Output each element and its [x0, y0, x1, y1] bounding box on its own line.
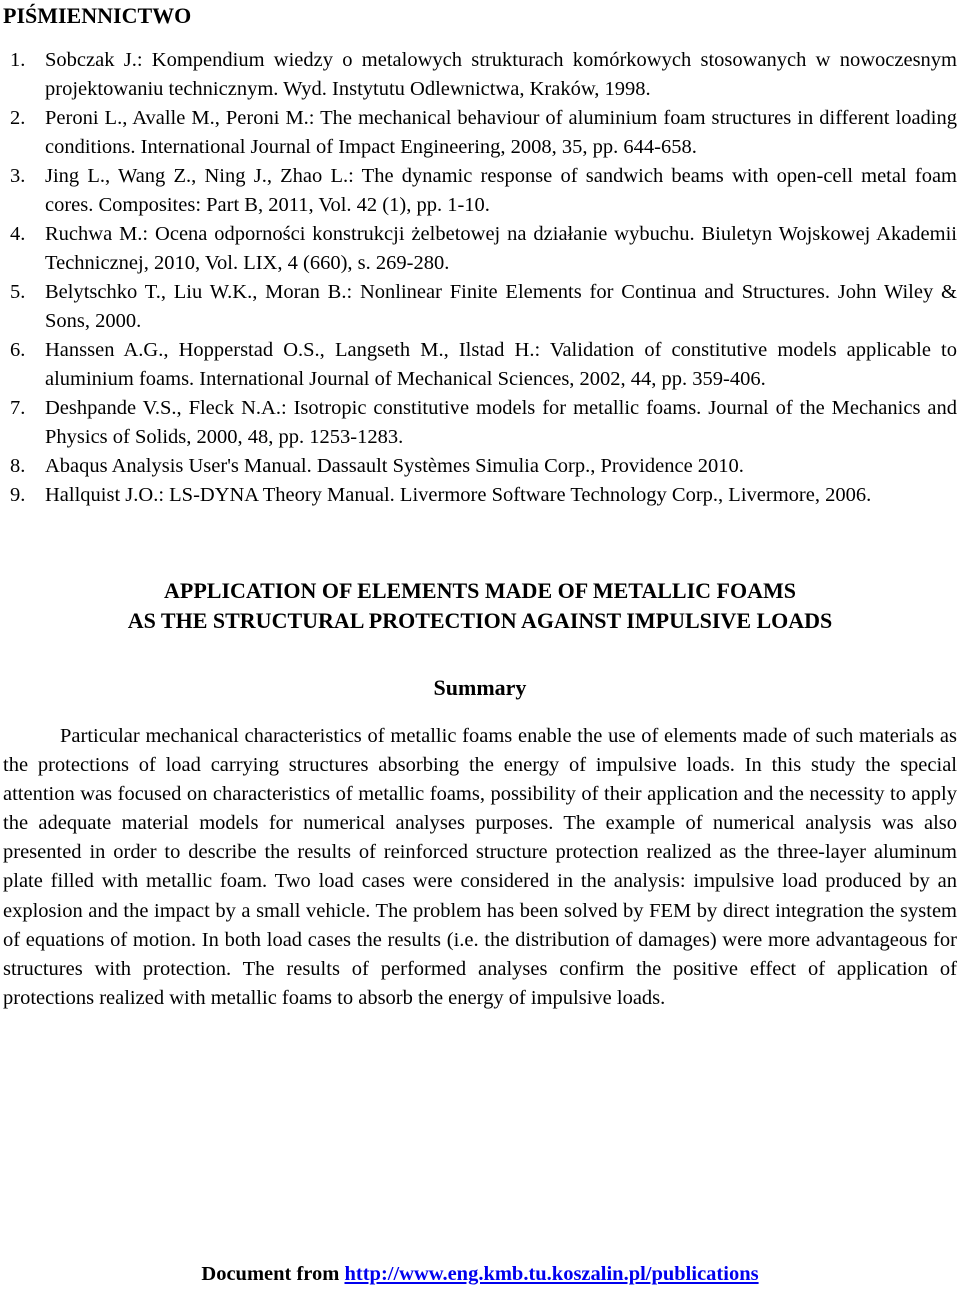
- reference-number: 6.: [10, 339, 26, 361]
- summary-heading: Summary: [433, 675, 527, 700]
- reference-text: Peroni L., Avalle M., Peroni M.: The mechanical behaviour of aluminium foam structures in different loading conditions. International Journal of Impact Engineering, 2008, 35, pp. 644-658.: [45, 107, 957, 158]
- reference-item: [3, 481, 957, 510]
- publications-link[interactable]: http://www.eng.kmb.tu.koszalin.pl/publications: [344, 1263, 759, 1285]
- reference-text: Deshpande V.S., Fleck N.A.: Isotropic constitutive models for metallic foams. Journal of the Mechanics and Physics of Solids, 2000, 48, pp. 1253-1283.: [45, 397, 957, 448]
- reference-item: [3, 162, 957, 220]
- paper-title-line-1: APPLICATION OF ELEMENTS MADE OF METALLIC FOAMS: [164, 578, 796, 603]
- footer: [0, 1261, 960, 1287]
- reference-number: 2.: [10, 107, 26, 129]
- reference-text: Abaqus Analysis User's Manual. Dassault Systèmes Simulia Corp., Providence 2010.: [45, 455, 744, 477]
- reference-text: Sobczak J.: Kompendium wiedzy o metalowych strukturach komórkowych stosowanych w nowoczesnym projektowaniu technicznym. Wyd. Instytutu Odlewnictwa, Kraków, 1998.: [45, 49, 957, 100]
- reference-item: [3, 336, 957, 394]
- reference-number: 3.: [10, 165, 26, 187]
- reference-text: Hallquist J.O.: LS-DYNA Theory Manual. Livermore Software Technology Corp., Livermore, 2006.: [45, 484, 872, 506]
- reference-item: [3, 394, 957, 452]
- reference-number: 8.: [10, 455, 26, 477]
- references-heading: PIŚMIENNICTWO: [3, 3, 192, 28]
- reference-item: [3, 46, 957, 104]
- paper-title-line-2: AS THE STRUCTURAL PROTECTION AGAINST IMPULSIVE LOADS: [127, 608, 833, 633]
- paper-title: [3, 576, 957, 636]
- reference-text: Ruchwa M.: Ocena odporności konstrukcji żelbetowej na działanie wybuchu. Biuletyn Wojskowej Akademii Technicznej, 2010, Vol. LIX, 4 (660), s. 269-280.: [45, 223, 957, 274]
- reference-number: 9.: [10, 484, 26, 506]
- summary-paragraph: Particular mechanical characteristics of metallic foams enable the use of elements made of such materials as the protections of load carrying structures absorbing the energy of impulsive loads. In this study the special attention was focused on characteristics of metallic foams, possibility of their application and the necessity to apply the adequate material models for numerical analyses purposes. The example of numerical analysis was also presented in order to describe the results of reinforced structure protection realized as the three-layer aluminum plate filled with metallic foam. Two load cases were considered in the analysis: impulsive load produced by an explosion and the impact by a small vehicle. The problem has been solved by FEM by direct integration the system of equations of motion. In both load cases the results (i.e. the distribution of damages) were more advantageous for structures with protection. The results of performed analyses confirm the positive effect of application of protections realized with metallic foams to absorb the energy of impulsive loads.: [3, 725, 957, 1009]
- footer-prefix: Document from: [201, 1263, 345, 1285]
- reference-text: Belytschko T., Liu W.K., Moran B.: Nonlinear Finite Elements for Continua and Structures. John Wiley & Sons, 2000.: [45, 281, 957, 332]
- reference-text: Hanssen A.G., Hopperstad O.S., Langseth M., Ilstad H.: Validation of constitutive models applicable to aluminium foams. International Journal of Mechanical Sciences, 2002, 44, pp. 359-406.: [45, 339, 957, 390]
- reference-number: 1.: [10, 49, 26, 71]
- reference-number: 5.: [10, 281, 26, 303]
- reference-item: [3, 452, 957, 481]
- reference-text: Jing L., Wang Z., Ning J., Zhao L.: The dynamic response of sandwich beams with open-cell metal foam cores. Composites: Part B, 2011, Vol. 42 (1), pp. 1-10.: [45, 165, 957, 216]
- reference-item: [3, 104, 957, 162]
- reference-number: 4.: [10, 223, 26, 245]
- reference-item: [3, 220, 957, 278]
- reference-list: [3, 46, 957, 510]
- reference-number: 7.: [10, 397, 26, 419]
- reference-item: [3, 278, 957, 336]
